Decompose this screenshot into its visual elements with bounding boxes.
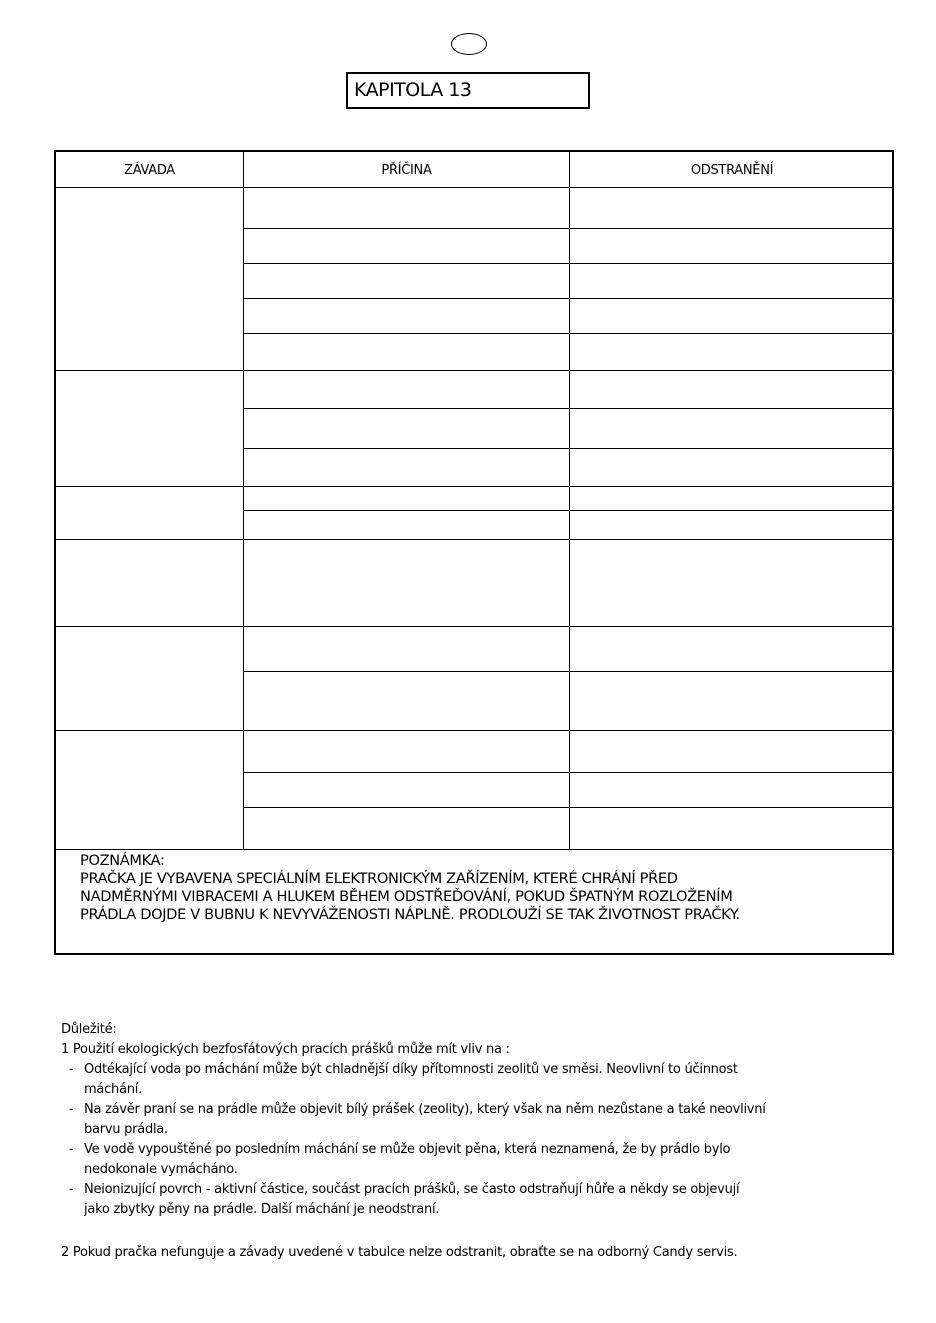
important-item-1: 1 Použití ekologických bezfosfátových pracích prášků může mít vliv na : bbox=[61, 1042, 510, 1057]
bullet-dash: - bbox=[69, 1182, 74, 1197]
language-badge bbox=[451, 33, 487, 55]
row-separator bbox=[243, 333, 894, 334]
bullet-text: Odtékající voda po máchání může být chladnější díky přítomnosti zeolitů ve směsi. Neovlivní to účinnost bbox=[84, 1062, 738, 1077]
important-item-2: 2 Pokud pračka nefunguje a závady uvedené v tabulce nelze odstranit, obraťte se na odborný Candy servis. bbox=[61, 1245, 738, 1260]
bullet-dash: - bbox=[69, 1102, 74, 1117]
bullet-text: Neionizující povrch - aktivní částice, součást pracích prášků, se často odstraňují hůře a někdy se objevují bbox=[84, 1182, 740, 1197]
chapter-title bbox=[346, 72, 590, 109]
note-separator bbox=[56, 849, 894, 850]
row-separator bbox=[243, 228, 894, 229]
note-block bbox=[80, 852, 880, 924]
row-separator bbox=[243, 298, 894, 299]
group-separator bbox=[56, 626, 894, 627]
bullet-continuation: jako zbytky pěny na prádle. Další máchání je neodstraní. bbox=[84, 1202, 440, 1217]
group-separator bbox=[56, 370, 894, 371]
important-heading: Důležité: bbox=[61, 1022, 117, 1037]
group-separator bbox=[56, 486, 894, 487]
header-separator bbox=[56, 187, 894, 188]
column-divider bbox=[243, 152, 244, 849]
bullet-continuation: máchání. bbox=[84, 1082, 142, 1097]
row-separator bbox=[243, 263, 894, 264]
note-label: POZNÁMKA: bbox=[80, 852, 165, 869]
troubleshooting-table bbox=[54, 150, 894, 955]
bullet-item bbox=[61, 1060, 896, 1080]
important-section bbox=[61, 1020, 896, 1263]
header-fault: ZÁVADA bbox=[124, 163, 175, 178]
bullet-continuation: barvu prádla. bbox=[84, 1122, 168, 1137]
group-separator bbox=[56, 730, 894, 731]
row-separator bbox=[243, 772, 894, 773]
bullet-item bbox=[61, 1140, 896, 1160]
row-separator bbox=[243, 448, 894, 449]
bullet-item bbox=[61, 1100, 896, 1120]
bullet-dash: - bbox=[69, 1062, 74, 1077]
bullet-text: Na závěr praní se na prádle může objevit bílý prášek (zeolity), který však na něm nezůstane a také neovlivní bbox=[84, 1102, 766, 1117]
group-separator bbox=[56, 539, 894, 540]
row-separator bbox=[243, 408, 894, 409]
note-line: NADMĚRNÝMI VIBRACEMI A HLUKEM BĚHEM ODSTŘEĎOVÁNÍ, POKUD ŠPATNÝM ROZLOŽENÍM bbox=[80, 888, 733, 905]
bullet-text: Ve vodě vypouštěné po posledním máchání se může objevit pěna, která neznamená, že by prádlo bylo bbox=[84, 1142, 731, 1157]
row-separator bbox=[243, 807, 894, 808]
bullet-dash: - bbox=[69, 1142, 74, 1157]
chapter-title-text: KAPITOLA 13 bbox=[354, 79, 472, 101]
bullet-item bbox=[61, 1180, 896, 1200]
header-cause: PŘÍČINA bbox=[381, 163, 432, 178]
note-line: PRAČKA JE VYBAVENA SPECIÁLNÍM ELEKTRONICKÝM ZAŘÍZENÍM, KTERÉ CHRÁNÍ PŘED bbox=[80, 870, 678, 887]
row-separator bbox=[243, 671, 894, 672]
row-separator bbox=[243, 510, 894, 511]
column-divider bbox=[569, 152, 570, 849]
header-remedy: ODSTRANĚNÍ bbox=[690, 163, 774, 178]
bullet-continuation: nedokonale vymácháno. bbox=[84, 1162, 238, 1177]
note-line: PRÁDLA DOJDE V BUBNU K NEVYVÁŽENOSTI NÁPLNĚ. PRODLOUŽÍ SE TAK ŽIVOTNOST PRAČKY. bbox=[80, 906, 740, 923]
